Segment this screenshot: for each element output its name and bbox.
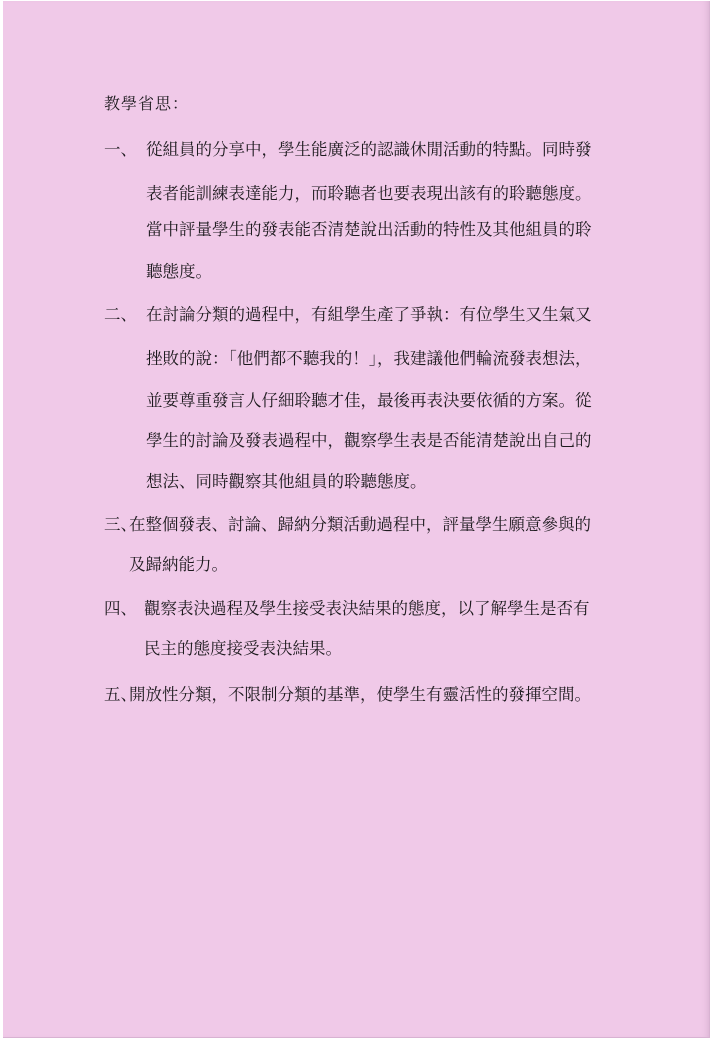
item-marker: 四、 [104, 599, 137, 618]
item-marker: 一、 [104, 140, 137, 159]
item-line: 想法、同時觀察其他組員的聆聽態度。 [146, 472, 427, 491]
item-line: 挫敗的說：「他們都不聽我的！」，我建議他們輪流發表想法， [146, 349, 592, 368]
item-line: 觀察表決過程及學生接受表決結果的態度，以了解學生是否有 [144, 599, 590, 618]
item-line: 學生的討論及發表過程中，觀察學生表是否能清楚說出自己的 [146, 431, 592, 450]
item-line: 聽態度。 [146, 262, 212, 281]
item-line: 民主的態度接受表決結果。 [144, 639, 342, 658]
item-line: 在整個發表、討論、歸納分類活動過程中，評量學生願意參與的 [129, 515, 591, 534]
item-marker: 五、 [104, 685, 137, 704]
item-line: 開放性分類，不限制分類的基準，使學生有靈活性的發揮空間。 [129, 685, 591, 704]
item-line: 表者能訓練表達能力，而聆聽者也要表現出該有的聆聽態度。 [146, 184, 592, 203]
item-line: 在討論分類的過程中，有組學生產了爭執：有位學生又生氣又 [146, 305, 592, 324]
scanned-page [3, 1, 710, 1038]
item-marker: 三、 [104, 515, 137, 534]
item-line: 及歸納能力。 [129, 555, 228, 574]
item-line: 並要尊重發言人仔細聆聽才佳，最後再表決要依循的方案。從 [146, 391, 592, 410]
item-line: 當中評量學生的發表能否清楚說出活動的特性及其他組員的聆 [146, 220, 592, 239]
section-title: 教學省思： [104, 94, 190, 113]
item-line: 從組員的分享中，學生能廣泛的認識休閒活動的特點。同時發 [146, 140, 592, 159]
item-marker: 二、 [104, 305, 137, 324]
